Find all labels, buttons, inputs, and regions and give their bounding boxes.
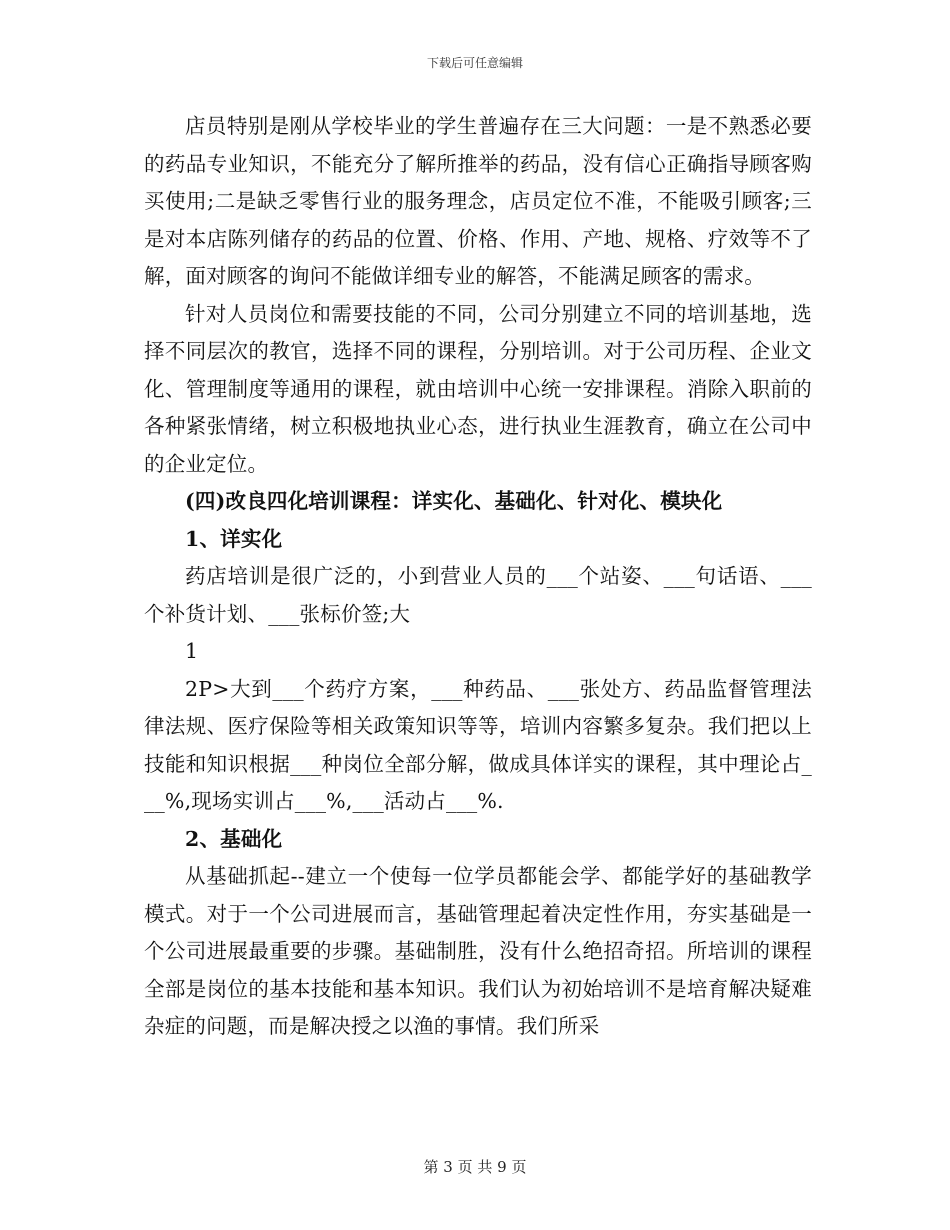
document-body <box>144 108 812 1046</box>
page-footer-page-number: 第 3 页 共 9 页 <box>423 1158 527 1176</box>
paragraph-pharmacy-training-scope: 药店培训是很广泛的，小到营业人员的___个站姿、___句话语、___个补货计划、___张标价签;大 <box>144 564 812 626</box>
section-heading-four-improvements: (四)改良四化培训课程：详实化、基础化、针对化、模块化 <box>185 489 723 513</box>
subheading-detailed: 1、详实化 <box>185 526 283 551</box>
paragraph-basic-teaching-model: 从基础抓起--建立一个使每一位学员都能会学、都能学好的基础教学模式。对于一个公司进展而言，基础管理起着决定性作用，夯实基础是一个公司进展最重要的步骤。基础制胜，没有什么绝招奇招。所培训的课程全部是岗位的基本技能和基本知识。我们认为初始培训不是培育解决疑难杂症的问题，而是解决授之以渔的事情。我们所采 <box>144 864 812 1038</box>
page-header: 下载后可任意编辑 <box>426 56 523 70</box>
subheading-basic: 2、基础化 <box>185 826 283 851</box>
paragraph-training-bases: 针对人员岗位和需要技能的不同，公司分别建立不同的培训基地，选择不同层次的教官，选择不同的课程，分别培训。对于公司历程、企业文化、管理制度等通用的课程，就由培训中心统一安排课程。消除入职前的各种紧张情绪，树立积极地执业心态，进行执业生涯教育，确立在公司中的企业定位。 <box>144 301 812 476</box>
paragraph-staff-problems: 店员特别是刚从学校毕业的学生普遍存在三大问题：一是不熟悉必要的药品专业知识，不能充分了解所推举的药品，没有信心正确指导顾客购买使用;二是缺乏零售行业的服务理念，店员定位不准，不能吸引顾客;三是对本店陈列储存的药品的位置、价格、作用、产地、规格、疗效等不了解，面对顾客的询问不能做详细专业的解答，不能满足顾客的需求。 <box>144 114 812 288</box>
paragraph-number-marker: 1 <box>185 639 199 663</box>
paragraph-course-breakdown: 2P>大到___个药疗方案，___种药品、___张处方、药品监督管理法律法规、医疗保险等相关政策知识等等，培训内容繁多复杂。我们把以上技能和知识根据___种岗位全部分解，做成具体详实的课程，其中理论占___%,现场实训占___%,___活动占___%. <box>144 676 812 813</box>
